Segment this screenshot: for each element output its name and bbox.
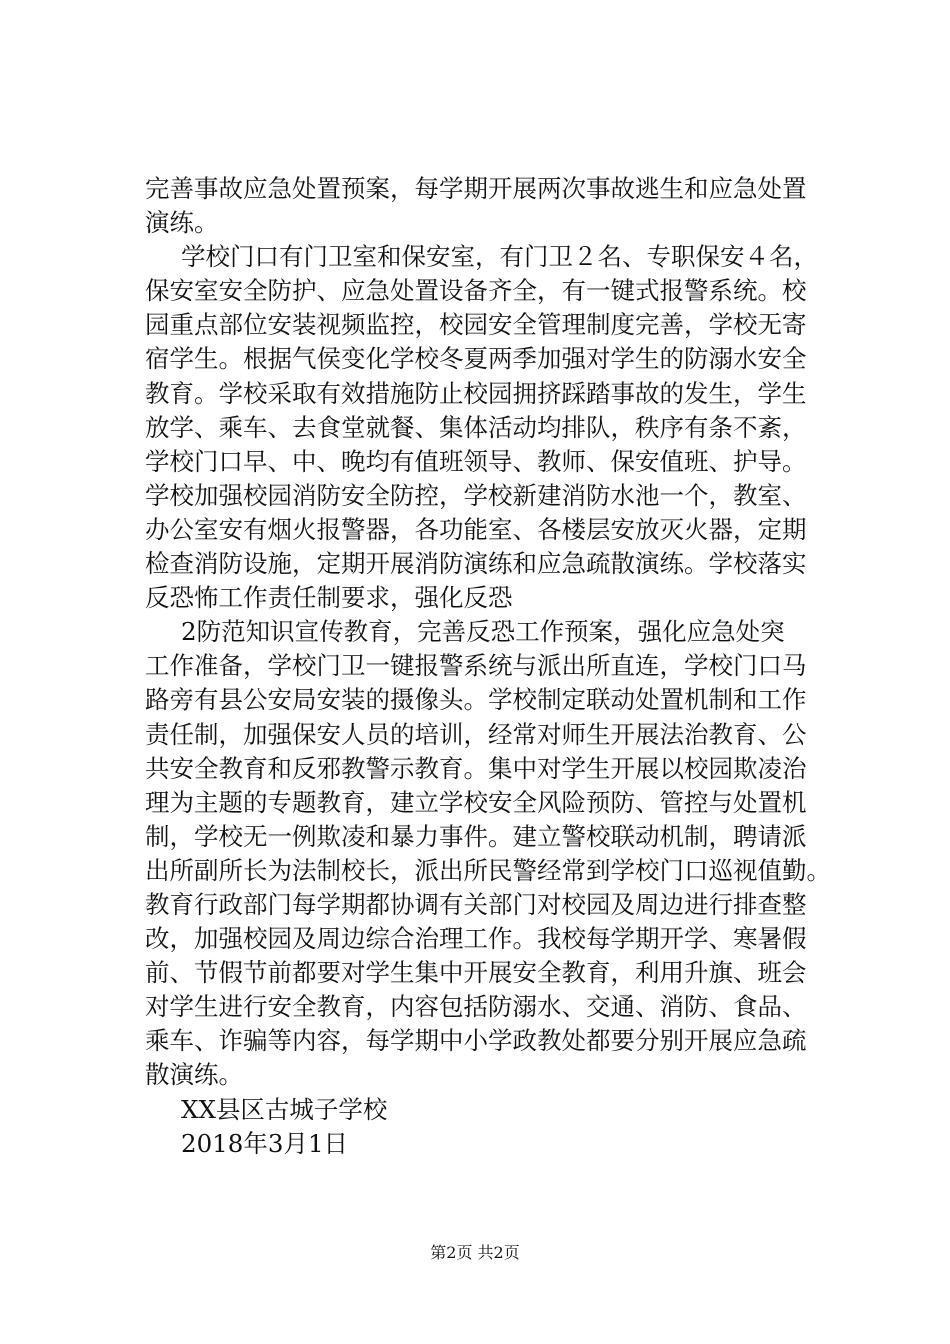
text-line: 责任制，加强保安人员的培训，经常对师生开展法治教育、公	[145, 719, 807, 749]
text-line: 2防范知识宣传教育，完善反恐工作预案，强化应急处突	[181, 617, 785, 647]
text-line: 教育。学校采取有效措施防止校园拥挤踩踏事故的发生，学生	[145, 378, 807, 408]
text-line: 制，学校无一例欺凌和暴力事件。建立警校联动机制，聘请派	[145, 821, 807, 851]
text-line: 乘车、诈骗等内容，每学期中小学政教处都要分别开展应急疏	[145, 1026, 807, 1056]
text-line: 保安室安全防护、应急处置设备齐全，有一键式报警系统。校	[145, 276, 807, 306]
text-line: 园重点部位安装视频监控，校园安全管理制度完善，学校无寄	[145, 310, 807, 340]
text-line: 反恐怖工作责任制要求，强化反恐	[145, 583, 513, 613]
text-line: 办公室安有烟火报警器，各功能室、各楼层安放灭火器，定期	[145, 514, 807, 544]
text-line: 放学、乘车、去食堂就餐、集体活动均排队，秩序有条不紊，	[145, 412, 807, 442]
text-line: 工作准备，学校门卫一键报警系统与派出所直连，学校门口马	[145, 651, 807, 681]
text-line: 散演练。	[145, 1060, 243, 1090]
text-line: 完善事故应急处置预案，每学期开展两次事故逃生和应急处置	[145, 174, 807, 203]
text-line: 学校门口早、中、晚均有值班领导、教师、保安值班、护导。	[145, 446, 807, 476]
text-line: 理为主题的专题教育，建立学校安全风险预防、管控与处置机	[145, 787, 807, 817]
text-line: 检查消防设施，定期开展消防演练和应急疏散演练。学校落实	[145, 549, 807, 579]
text-line: 演练。	[145, 208, 219, 238]
text-line: XX县区古城子学校	[181, 1094, 388, 1124]
text-line: 前、节假节前都要对学生集中开展安全教育，利用升旗、班会	[145, 958, 807, 988]
text-line: 共安全教育和反邪教警示教育。集中对学生开展以校园欺凌治	[145, 753, 807, 783]
text-line: 路旁有县公安局安装的摄像头。学校制定联动处置机制和工作	[145, 685, 807, 715]
text-line: 宿学生。根据气侯变化学校冬夏两季加强对学生的防溺水安全	[145, 344, 807, 374]
text-line: 学校门口有门卫室和保安室，有门卫２名、专职保安４名，	[181, 242, 818, 272]
text-line: 教育行政部门每学期都协调有关部门对校园及周边进行排查整	[145, 889, 807, 919]
text-line: 改，加强校园及周边综合治理工作。我校每学期开学、寒暑假	[145, 924, 807, 954]
text-line: 出所副所长为法制校长，派出所民警经常到学校门口巡视值勤。	[145, 855, 831, 885]
text-line: 2018年3月1日	[181, 1128, 349, 1158]
text-line: 对学生进行安全教育，内容包括防溺水、交通、消防、食品、	[145, 992, 807, 1022]
page-footer: 第2页 共2页	[430, 1243, 520, 1262]
text-line: 学校加强校园消防安全防控，学校新建消防水池一个，教室、	[145, 480, 807, 510]
document-body	[145, 172, 831, 1161]
